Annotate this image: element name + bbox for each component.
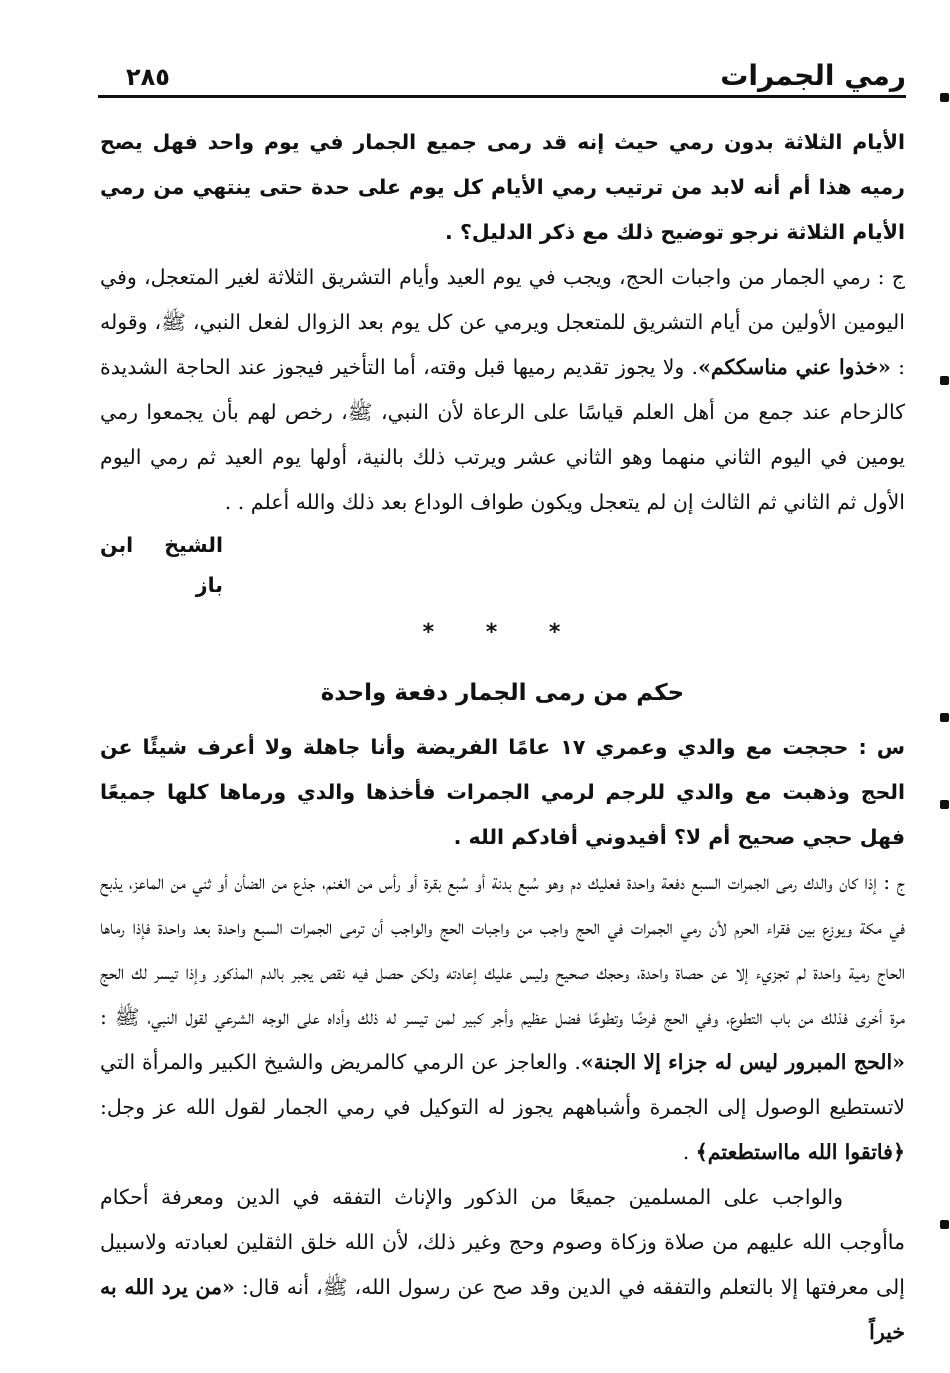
- page-header: [98, 52, 906, 98]
- answer-paragraph: [100, 860, 905, 1175]
- edge-mark: [940, 1220, 949, 1229]
- hadith-quote: «من يرد الله به خيراً: [100, 1275, 905, 1344]
- header-rule: [98, 95, 906, 98]
- question-continuation: الأيام الثلاثة بدون رمي حيث إنه قد رمى جميع الجمار في يوم واحد فهل يصح رميه هذا أم أنه لابد من ترتيب رمي الأيام كل يوم على حدة حتى ينتهي من رمي الأيام الثلاثة نرجو توضيح ذلك مع ذكر الدليل؟ .: [100, 130, 905, 244]
- question-paragraph: س : حججت مع والدي وعمري ١٧ عامًا الفريضة وأنا جاهلة ولا أعرف شيئًا عن الحج وذهبت مع والدي للرجم لرمي الجمرات فأخذها والدي ورماها كلها جميعًا فهل حجي صحيح أم لا؟ أفيدوني أفادكم الله .: [100, 735, 906, 849]
- page-content: [100, 120, 905, 1355]
- answer-text: . والعاجز عن الرمي كالمريض والشيخ الكبير والمرأة التي لاتستطيع الوصول إلى الجمرة وأشباههم يجوز له التوكيل في رمي الجمار لقول الله عز وجل:: [100, 1050, 905, 1119]
- edge-mark: [940, 376, 949, 385]
- answer-text: ج : رمي الجمار من واجبات الحج، ويجب في يوم العيد وأيام التشريق الثلاثة لغير المتعجل، وفي اليومين الأولين من أيام التشريق للمتعجل ويرمي عن كل يوم بعد الزوال لفعل النبي، ﷺ، وقوله :: [100, 265, 905, 379]
- author-signature: الشيخ ابن باز: [100, 533, 223, 597]
- edge-mark: [940, 800, 949, 809]
- section-separator: * * *: [422, 620, 583, 645]
- closing-paragraph: [100, 1175, 905, 1355]
- page-number: ٢٨٥: [126, 63, 170, 91]
- quran-verse: ﴿فاتقوا الله مااستطعتم﴾: [695, 1140, 905, 1164]
- answer-text: . ولا يجوز تقديم رميها قبل وقته، أما التأخير فيجوز عند الحاجة الشديدة كالزحام عند جمع من أهل العلم قياسًا على الرعاة لأن النبي، ﷺ، رخص لهم بأن يجمعوا رمي يومين في اليوم الثاني منهما وهو الثاني عشر ويرتب ذلك بالنية، أولها يوم العيد ثم رمي اليوم الأول ثم الثاني ثم الثالث إن لم يتعجل ويكون طواف الوداع بعد ذلك والله أعلم . .: [100, 355, 905, 514]
- hadith-quote: «خذوا عني مناسككم»: [698, 355, 891, 379]
- answer-paragraph: [100, 255, 905, 525]
- answer-text: ج : إذا كان والدك رمى الجمرات السبع دفعة واحدة فعليك دم وهو سُبع بدنة أو سُبع بقرة أو رأس من الغنم، جذع من الضأن أو ثني من الماعز، يذبح في مكة ويوزع بين فقراء الحرم لأن رمي الجمرات في الحج واجب من واجبات الحج والواجب أن ترمى الجمرات السبع واحدة بعد واحدة فإذا رماها الحاج رمية واحدة لم تجزيء إلا عن حصاة واحدة، وحجك صحيح وليس عليك إعادته ولكن حصل فيه نقص يجبر بالدم المذكور وإذا تيسر لك الحج مرة أخرى فذلك من باب التطوع، وفي الحج فرضًا وتطوعًا فضل عظيم وأجر كبير لمن تيسر له ذلك وأداه على الوجه الشرعي لقول النبي، ﷺ :: [99, 870, 905, 1029]
- edge-mark: [940, 93, 949, 102]
- section-title: حكم من رمى الجمار دفعة واحدة: [320, 680, 685, 706]
- answer-text: .: [682, 1140, 696, 1164]
- edge-mark: [940, 713, 949, 722]
- paragraph-text: والواجب على المسلمين جميعًا من الذكور والإناث التفقه في الدين ومعرفة أحكام ماأوجب الله عليهم من صلاة وزكاة وصوم وحج وغير ذلك، لأن الله خلق الثقلين لعبادته ولاسبيل إلى معرفتها إلا بالتعلم والتفقه في الدين وقد صح عن رسول الله، ﷺ، أنه قال:: [100, 1185, 905, 1299]
- running-title: رمي الجمرات: [720, 59, 906, 92]
- hadith-quote: «الحج المبرور ليس له جزاء إلا الجنة»: [580, 1050, 905, 1074]
